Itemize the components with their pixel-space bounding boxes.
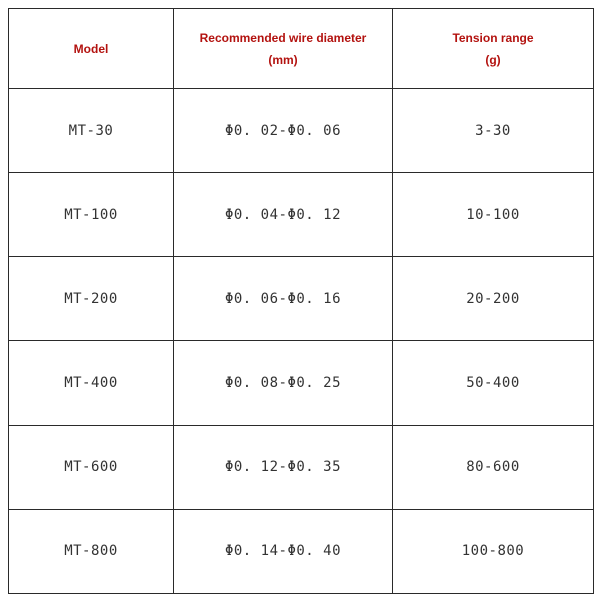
header-model [9,9,174,89]
table-row [9,173,594,257]
wire-diameter-cell: Φ0. 06-Φ0. 16 [174,257,393,341]
wire-diameter-cell: Φ0. 12-Φ0. 35 [174,425,393,509]
table-body [9,89,594,594]
model-cell: MT-600 [9,425,174,509]
spec-table [8,8,594,594]
table-row [9,89,594,173]
header-label: Tension range [452,30,534,45]
tension-range-cell: 3-30 [393,89,594,173]
table-row [9,509,594,593]
tension-range-cell: 80-600 [393,425,594,509]
wire-diameter-cell: Φ0. 08-Φ0. 25 [174,341,393,425]
tension-range-cell: 10-100 [393,173,594,257]
tension-range-cell: 50-400 [393,341,594,425]
model-cell: MT-400 [9,341,174,425]
model-cell: MT-30 [9,89,174,173]
wire-diameter-cell: Φ0. 14-Φ0. 40 [174,509,393,593]
header-label: Model [73,41,109,56]
header-tension-range [393,9,594,89]
table-row [9,341,594,425]
header-wire-diameter [174,9,393,89]
tension-range-cell: 100-800 [393,509,594,593]
wire-diameter-cell: Φ0. 04-Φ0. 12 [174,173,393,257]
table-row [9,425,594,509]
model-cell: MT-100 [9,173,174,257]
header-unit: (g) [485,52,501,67]
wire-diameter-cell: Φ0. 02-Φ0. 06 [174,89,393,173]
header-unit: (mm) [268,52,298,67]
header-label: Recommended wire diameter [199,30,367,45]
table-row [9,257,594,341]
tension-range-cell: 20-200 [393,257,594,341]
header-row [9,9,594,89]
model-cell: MT-200 [9,257,174,341]
model-cell: MT-800 [9,509,174,593]
table-header [9,9,594,89]
